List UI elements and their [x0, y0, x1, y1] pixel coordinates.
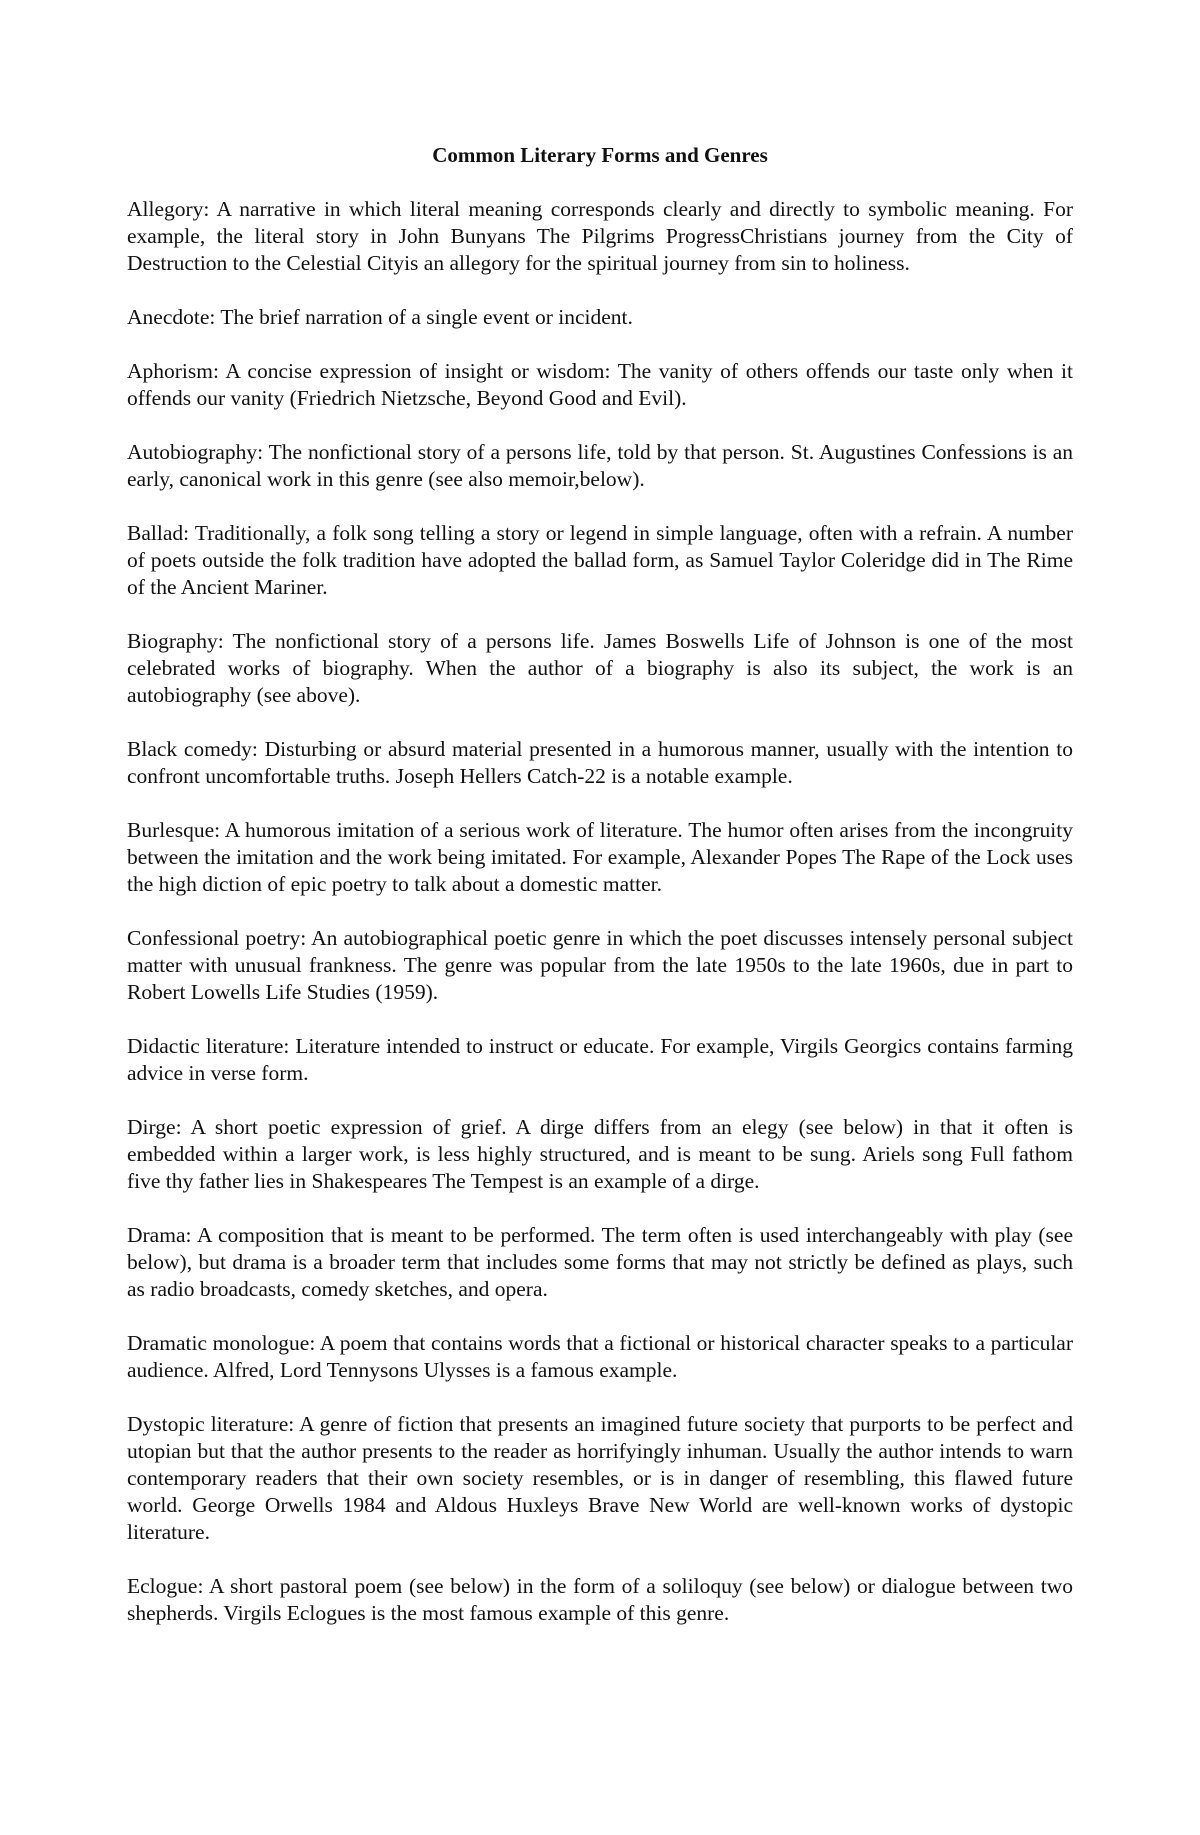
entry-burlesque: Burlesque: A humorous imitation of a serious work of literature. The humor often arises from the incongruity between the imitation and the work being imitated. For example, Alexander Popes The Rape of the Lock uses the high diction of epic poetry to talk about a domestic matter.	[127, 818, 1073, 896]
entry-aphorism: Aphorism: A concise expression of insight or wisdom: The vanity of others offends our taste only when it offends our vanity (Friedrich Nietzsche, Beyond Good and Evil).	[127, 359, 1073, 410]
entry-eclogue: Eclogue: A short pastoral poem (see below) in the form of a soliloquy (see below) or dialogue between two shepherds. Virgils Eclogues is the most famous example of this genre.	[127, 1574, 1073, 1625]
entry-confessional-poetry: Confessional poetry: An autobiographical poetic genre in which the poet discusses intensely personal subject matter with unusual frankness. The genre was popular from the late 1950s to the late 1960s, due in part to Robert Lowells Life Studies (1959).	[127, 926, 1073, 1004]
entry-black-comedy: Black comedy: Disturbing or absurd material presented in a humorous manner, usually with the intention to confront uncomfortable truths. Joseph Hellers Catch-22 is a notable example.	[127, 737, 1073, 788]
entry-dirge: Dirge: A short poetic expression of grief. A dirge differs from an elegy (see below) in that it often is embedded within a larger work, is less highly structured, and is meant to be sung. Ariels song Full fathom five thy father lies in Shakespeares The Tempest is an example of a dirge.	[127, 1115, 1073, 1193]
document-title: Common Literary Forms and Genres	[432, 143, 768, 167]
entry-autobiography: Autobiography: The nonfictional story of a persons life, told by that person. St. Augustines Confessions is an early, canonical work in this genre (see also memoir,below).	[127, 440, 1073, 491]
entry-dramatic-monologue: Dramatic monologue: A poem that contains words that a fictional or historical character speaks to a particular audience. Alfred, Lord Tennysons Ulysses is a famous example.	[127, 1331, 1073, 1382]
entry-allegory: Allegory: A narrative in which literal meaning corresponds clearly and directly to symbolic meaning. For example, the literal story in John Bunyans The Pilgrims ProgressChristians journey from the City of Destruction to the Celestial Cityis an allegory for the spiritual journey from sin to holiness.	[127, 197, 1073, 275]
document-body	[127, 142, 1073, 1654]
entry-didactic-literature: Didactic literature: Literature intended to instruct or educate. For example, Virgils Georgics contains farming advice in verse form.	[127, 1034, 1073, 1085]
entry-ballad: Ballad: Traditionally, a folk song telling a story or legend in simple language, often with a refrain. A number of poets outside the folk tradition have adopted the ballad form, as Samuel Taylor Coleridge did in The Rime of the Ancient Mariner.	[127, 521, 1073, 599]
entry-dystopic-literature: Dystopic literature: A genre of fiction that presents an imagined future society that purports to be perfect and utopian but that the author presents to the reader as horrifyingly inhuman. Usually the author intends to warn contemporary readers that their own society resembles, or is in danger of resembling, this flawed future world. George Orwells 1984 and Aldous Huxleys Brave New World are well-known works of dystopic literature.	[127, 1412, 1073, 1544]
entry-biography: Biography: The nonfictional story of a persons life. James Boswells Life of Johnson is one of the most celebrated works of biography. When the author of a biography is also its subject, the work is an autobiography (see above).	[127, 629, 1073, 707]
entry-drama: Drama: A composition that is meant to be performed. The term often is used interchangeably with play (see below), but drama is a broader term that includes some forms that may not strictly be defined as plays, such as radio broadcasts, comedy sketches, and opera.	[127, 1223, 1073, 1301]
entry-anecdote: Anecdote: The brief narration of a single event or incident.	[127, 305, 633, 329]
